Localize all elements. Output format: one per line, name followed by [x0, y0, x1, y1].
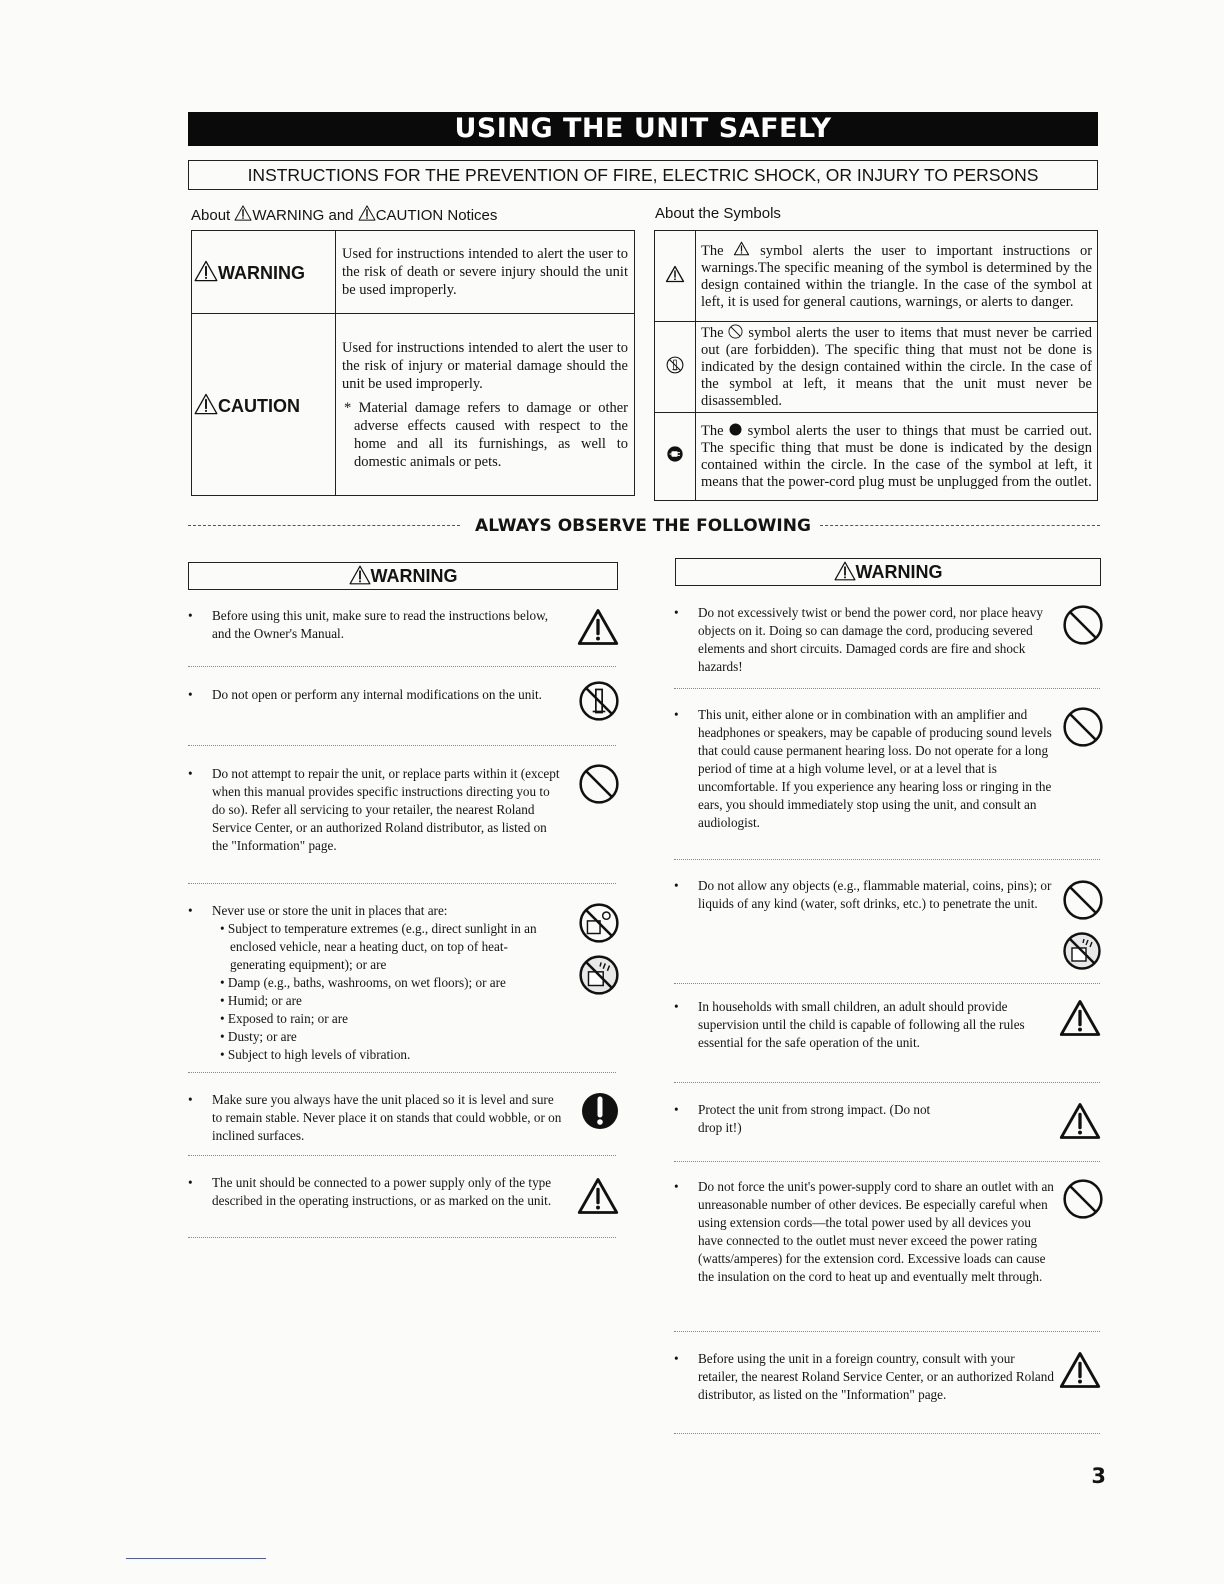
- separator: [188, 1072, 616, 1073]
- bullet: •: [674, 1179, 679, 1194]
- left-item-4-sub-2: [212, 974, 562, 992]
- left-item-4-icons: [578, 902, 620, 996]
- symbol-prohibited-cell: [655, 322, 696, 413]
- notice-warning-text: Used for instructions intended to alert the user to the risk of death or severe injury should the unit be used improperly.: [336, 231, 635, 314]
- right-item-7-text: Before using the unit in a foreign country, consult with your retailer, the nearest Roland Service Center, or an authorized Roland distributor, as listed on the "Information" page.: [698, 1351, 1054, 1402]
- bullet: •: [188, 608, 193, 623]
- left-item-4-body: [212, 902, 562, 1064]
- symbol-triangle-post: symbol alerts the user to important instructions or warnings.The specific meaning of the symbol is determined by the design contained within the triangle. In the case of the symbol at left, it is used for general cautions, warnings, or alerts to danger.: [701, 243, 1093, 310]
- symbol-triangle-pre: The: [701, 243, 724, 259]
- left-item-4-sub-4: [212, 1010, 562, 1028]
- symbols-table: [654, 230, 1098, 501]
- left-item-6-text: The unit should be connected to a power supply only of the type described in the operating instructions, or as marked on the unit.: [212, 1175, 552, 1208]
- notice-caution-text: Used for instructions intended to alert the user to the risk of injury or material damage should the unit be used improperly.: [342, 339, 628, 392]
- bullet: •: [188, 1092, 193, 1107]
- notice-caution-row: [192, 314, 635, 496]
- symbol-mandatory-cell: [655, 413, 696, 501]
- warning-triangle-icon: [194, 260, 218, 282]
- left-item-4-sub-5: [212, 1028, 562, 1046]
- right-item-3-icons: [1062, 879, 1104, 971]
- mandatory-icon: [580, 1091, 620, 1131]
- no-disassemble-icon: [666, 356, 684, 374]
- left-warning-label: WARNING: [370, 566, 458, 586]
- sub-text: Subject to high levels of vibration.: [227, 1047, 411, 1062]
- right-item-1-icons: [1062, 604, 1104, 646]
- observe-title: ALWAYS OBSERVE THE FOLLOWING: [475, 516, 811, 536]
- bullet: •: [674, 605, 679, 620]
- right-item-1-text: Do not excessively twist or bend the power cord, nor place heavy objects on it. Doing so can damage the cord, producing severed elements and short circuits. Damaged cords are fire and shock hazards!: [698, 605, 1043, 674]
- bullet: •: [188, 903, 193, 918]
- prohibited-icon: [578, 763, 620, 805]
- left-item-4-sub-1: [212, 920, 562, 974]
- caution-triangle-icon: [358, 205, 376, 221]
- separator: [188, 883, 616, 884]
- notice-warning-label: [192, 231, 336, 314]
- symbol-prohibited-pre: The: [701, 325, 724, 341]
- symbol-triangle-text: [696, 231, 1098, 322]
- sub-text: Damp (e.g., baths, washrooms, on wet floors); or are: [227, 975, 506, 990]
- prohibited-icon: [1062, 879, 1104, 921]
- separator: [674, 688, 1100, 689]
- bullet: •: [674, 878, 679, 893]
- right-item-6-text: Do not force the unit's power-supply cord to share an outlet with an unreasonable number of other devices. Be especially careful when using extension cords—the total power used by all devices you have connected to the outlet must never exceed the power rating (watts/amperes) for the extension cord. Excessive loads can cause the insulation on the cord to heat up and eventually melt through.: [698, 1179, 1054, 1284]
- separator: [188, 745, 616, 746]
- separator: [674, 859, 1100, 860]
- left-item-2-icons: [578, 680, 620, 722]
- observe-dash-left: [188, 525, 460, 526]
- separator: [188, 1155, 616, 1156]
- separator: [188, 1237, 616, 1238]
- right-item-2-text: This unit, either alone or in combination with an amplifier and headphones or speakers, may be capable of producing sound levels that could cause permanent hearing loss. Do not operate for a long period of time at a high volume level, or at a level that is uncomfortable. If you experience any hearing loss or ringing in the ears, you should immediately stop using the unit, and consult an audiologist.: [698, 707, 1052, 830]
- left-item-3-text: Do not attempt to repair the unit, or replace parts within it (except when this manual provides specific instructions directing you to do so). Refer all servicing to your retailer, the nearest Roland Service Center, or an authorized Roland distributor, as listed on the "Information" page.: [212, 766, 560, 853]
- caution-triangle-icon: [576, 607, 620, 647]
- page-number: 3: [1091, 1464, 1106, 1488]
- right-item-5-icons: [1058, 1101, 1102, 1141]
- warning-triangle-icon: [349, 565, 371, 585]
- right-warning-label: WARNING: [855, 562, 943, 582]
- warning-triangle-icon: [834, 561, 856, 581]
- caution-triangle-icon: [1058, 1350, 1102, 1390]
- sub-text: Humid; or are: [227, 993, 302, 1008]
- separator: [674, 1161, 1100, 1162]
- filled-circle-icon: [729, 423, 742, 436]
- triangle-icon: [733, 241, 750, 256]
- separator: [188, 666, 616, 667]
- no-disassemble-icon: [578, 680, 620, 722]
- warning-triangle-icon: [234, 205, 252, 221]
- observe-banner: [188, 514, 1100, 538]
- prohibited-icon: [1062, 706, 1104, 748]
- symbol-mandatory-post: symbol alerts the user to things that must be carried out. The specific thing that must be done is indicated by the design contained within the circle. In the case of the symbol at left, it means that the power-cord plug must be unplugged from the outlet.: [701, 422, 1092, 490]
- right-item-6-icons: [1062, 1178, 1104, 1220]
- left-item-3-icons: [578, 763, 620, 805]
- no-sunlight-icon: [578, 902, 620, 944]
- no-water-icon: [1062, 931, 1102, 971]
- page-edge-line: [126, 1558, 266, 1559]
- right-item-3-text: Do not allow any objects (e.g., flammable material, coins, pins); or liquids of any kind (water, soft drinks, etc.) to penetrate the unit.: [698, 878, 1052, 911]
- bullet: •: [188, 1175, 193, 1190]
- symbol-triangle-row: [655, 231, 1098, 322]
- left-item-4-text: Never use or store the unit in places that are:: [212, 903, 448, 918]
- no-water-icon: [578, 954, 620, 996]
- bullet: •: [674, 1102, 679, 1117]
- notice-warning-label-text: WARNING: [218, 263, 305, 283]
- notices-table: [191, 230, 635, 496]
- observe-dash-right: [820, 525, 1100, 526]
- caution-triangle-icon: [665, 265, 685, 283]
- left-item-4-sub-6: [212, 1046, 562, 1064]
- notice-caution-footnote: * Material damage refers to damage or other adverse effects caused with respect to the home and all its furnishings, as well to domestic animals or pets.: [344, 399, 628, 470]
- left-warning-box: [188, 562, 618, 590]
- bullet: •: [674, 1351, 679, 1366]
- prohibited-icon: [1062, 604, 1104, 646]
- sub-text: Subject to temperature extremes (e.g., direct sunlight in an enclosed vehicle, near a heating duct, on top of heat-generating equipment); or are: [227, 921, 537, 972]
- left-item-5-text: Make sure you always have the unit placed so it is level and sure to remain stable. Never place it on stands that could wobble, or on inclined surfaces.: [212, 1092, 562, 1143]
- notices-heading-and: and: [328, 207, 354, 224]
- symbol-triangle-cell: [655, 231, 696, 322]
- bullet: •: [220, 993, 225, 1008]
- right-item-4-text: In households with small children, an adult should provide supervision until the child is capable of following all the rules essential for the safe operation of the unit.: [698, 999, 1025, 1050]
- unplug-icon: [666, 445, 684, 463]
- prohibited-icon: [728, 324, 743, 339]
- left-item-6-icons: [576, 1176, 620, 1216]
- left-item-4-sub-3: [212, 992, 562, 1010]
- left-item-1-icons: [576, 607, 620, 647]
- separator: [674, 1331, 1100, 1332]
- right-item-7-icons: [1058, 1350, 1102, 1390]
- notice-caution-cell: [336, 314, 635, 496]
- sub-text: Dusty; or are: [227, 1029, 297, 1044]
- bullet: •: [674, 707, 679, 722]
- left-item-5-icons: [580, 1091, 620, 1131]
- symbol-prohibited-row: [655, 322, 1098, 413]
- notice-caution-label-text: CAUTION: [218, 395, 300, 416]
- notices-heading-warning: WARNING: [252, 207, 325, 224]
- left-item-2-text: Do not open or perform any internal modifications on the unit.: [212, 687, 542, 702]
- separator: [674, 1433, 1100, 1434]
- right-item-4-icons: [1058, 998, 1102, 1038]
- notices-heading: [191, 205, 497, 224]
- notices-heading-prefix: About: [191, 207, 231, 224]
- bullet: •: [220, 1011, 225, 1026]
- symbol-mandatory-row: [655, 413, 1098, 501]
- notice-warning-row: [192, 231, 635, 314]
- bullet: •: [188, 766, 193, 781]
- symbols-heading: About the Symbols: [655, 205, 781, 222]
- symbol-prohibited-text: [696, 322, 1098, 413]
- right-warning-box: [675, 558, 1101, 586]
- caution-triangle-icon: [576, 1176, 620, 1216]
- caution-triangle-icon: [194, 393, 218, 415]
- symbol-mandatory-text: [696, 413, 1098, 501]
- bullet: •: [674, 999, 679, 1014]
- separator: [674, 1082, 1100, 1083]
- bullet: •: [220, 975, 225, 990]
- right-item-5-text: Protect the unit from strong impact. (Do not drop it!): [698, 1102, 931, 1135]
- right-item-2-icons: [1062, 706, 1104, 748]
- bullet: •: [220, 1047, 225, 1062]
- bullet: •: [220, 1029, 225, 1044]
- bullet: •: [188, 687, 193, 702]
- instructions-heading: INSTRUCTIONS FOR THE PREVENTION OF FIRE, ELECTRIC SHOCK, OR INJURY TO PERSONS: [188, 160, 1098, 190]
- page-title: USING THE UNIT SAFELY: [188, 112, 1098, 146]
- prohibited-icon: [1062, 1178, 1104, 1220]
- symbol-prohibited-post: symbol alerts the user to items that must never be carried out (are forbidden). The specific thing that must not be done is indicated by the design contained within the circle. In the case of the symbol at left, it means that the unit must never be disassembled.: [701, 325, 1093, 409]
- caution-triangle-icon: [1058, 1101, 1102, 1141]
- notices-heading-caution: CAUTION Notices: [375, 207, 498, 224]
- notice-caution-label: [192, 314, 336, 496]
- caution-triangle-icon: [1058, 998, 1102, 1038]
- left-item-1-text: Before using this unit, make sure to read the instructions below, and the Owner's Manual.: [212, 608, 549, 641]
- symbol-mandatory-pre: The: [701, 422, 724, 439]
- sub-text: Exposed to rain; or are: [227, 1011, 349, 1026]
- bullet: •: [220, 921, 225, 936]
- separator: [674, 983, 1100, 984]
